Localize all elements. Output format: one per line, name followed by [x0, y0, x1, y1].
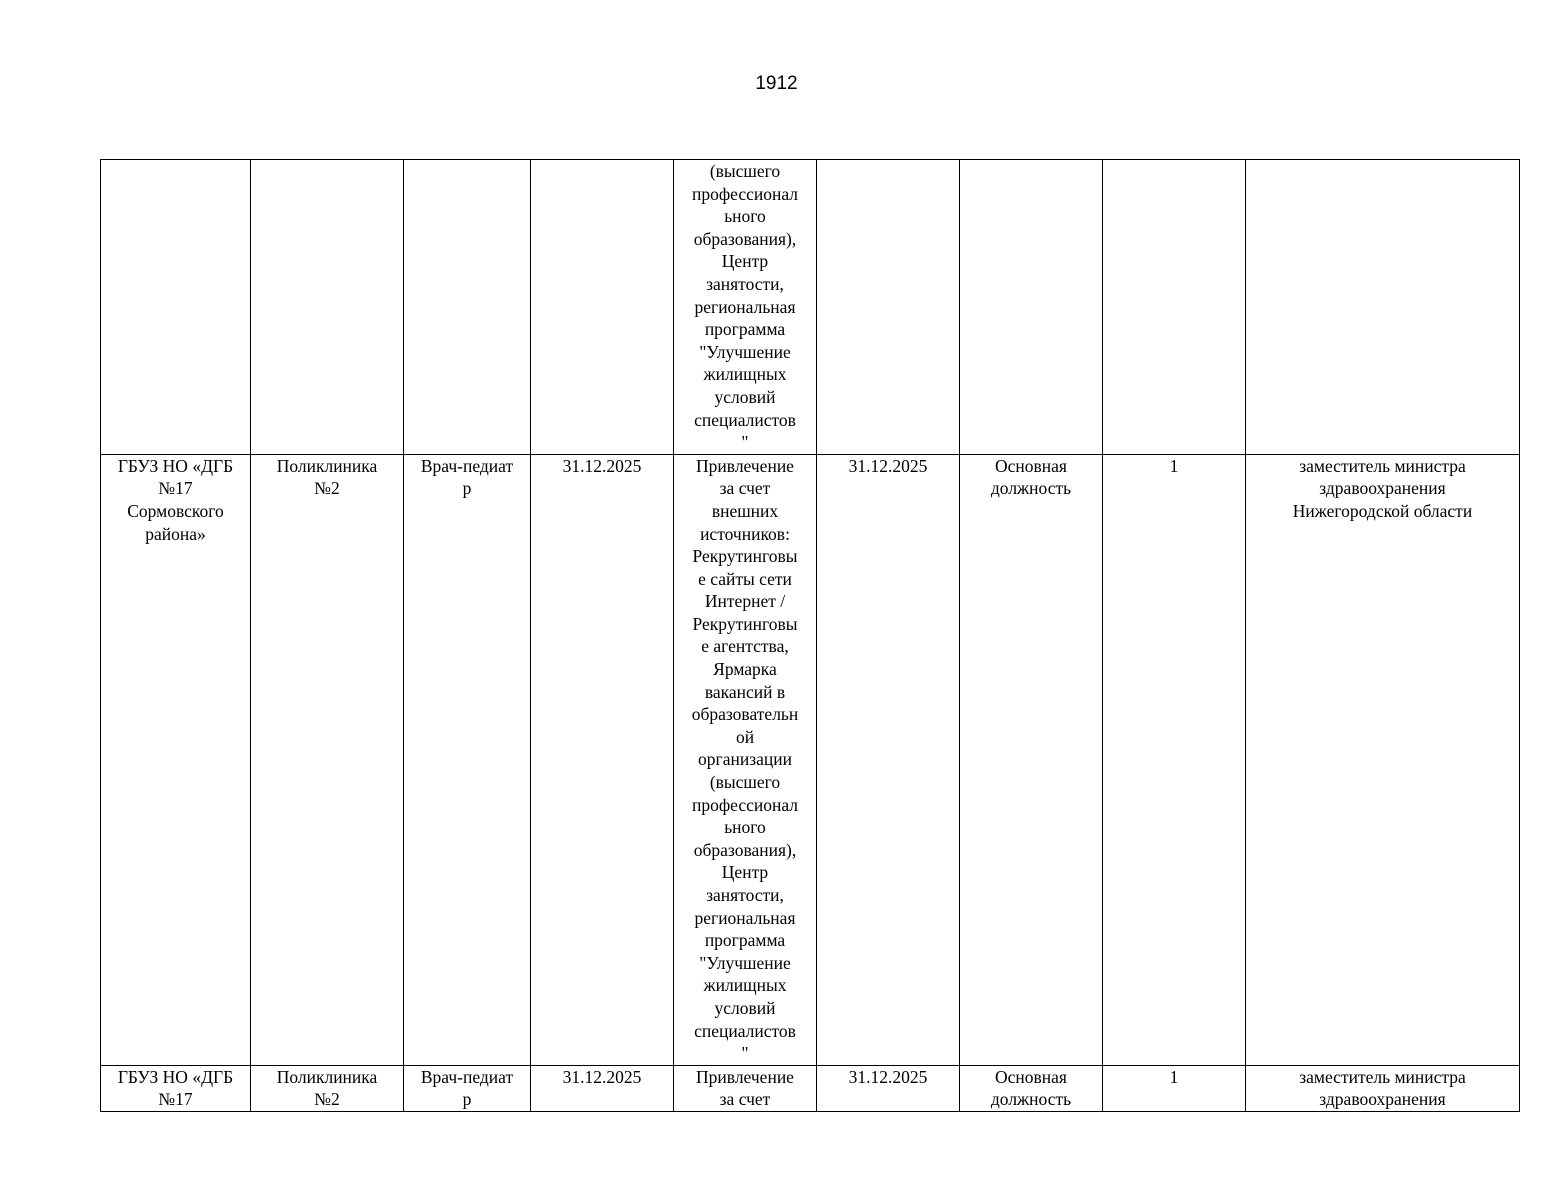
table-cell-organization: [101, 160, 251, 455]
table-cell-count: 1: [1103, 454, 1246, 1065]
table-cell-measures: Привлечение за счет: [674, 1065, 817, 1111]
table-cell-date: 31.12.2025: [531, 1065, 674, 1111]
table-cell-position: [404, 160, 531, 455]
table-cell-department: Поликлиника №2: [251, 454, 404, 1065]
table-cell-deadline: [817, 160, 960, 455]
table-row: [101, 454, 1520, 1065]
table-cell-responsible: [1246, 160, 1520, 455]
table-cell-date: 31.12.2025: [531, 454, 674, 1065]
page-number: 1912: [755, 73, 798, 94]
table-row: [101, 160, 1520, 455]
table-cell-position: Врач-педиат р: [404, 454, 531, 1065]
staffing-table: [100, 159, 1520, 1112]
table-cell-measures: Привлечение за счет внешних источников: Рекрутинговы е сайты сети Интернет / Рекрутинговы е агентства, Ярмарка вакансий в образовательн ой организации (высшего профессионал ьного образования), Центр занятости, региональная программа "Улучшение жилищных условий специалистов ": [674, 454, 817, 1065]
table-cell-count: [1103, 160, 1246, 455]
table-cell-date: [531, 160, 674, 455]
table-cell-measures: (высшего профессионал ьного образования), Центр занятости, региональная программа "Улучшение жилищных условий специалистов ": [674, 160, 817, 455]
table-cell-responsible: заместитель министра здравоохранения Нижегородской области: [1246, 454, 1520, 1065]
table-cell-employment-type: Основная должность: [960, 454, 1103, 1065]
table-cell-position: Врач-педиат р: [404, 1065, 531, 1111]
table-cell-organization: ГБУЗ НО «ДГБ №17: [101, 1065, 251, 1111]
table-cell-department: Поликлиника №2: [251, 1065, 404, 1111]
table-cell-deadline: 31.12.2025: [817, 454, 960, 1065]
table-cell-employment-type: [960, 160, 1103, 455]
table-cell-responsible: заместитель министра здравоохранения: [1246, 1065, 1520, 1111]
table-cell-employment-type: Основная должность: [960, 1065, 1103, 1111]
table-cell-deadline: 31.12.2025: [817, 1065, 960, 1111]
table-row: [101, 1065, 1520, 1111]
table-cell-organization: ГБУЗ НО «ДГБ №17 Сормовского района»: [101, 454, 251, 1065]
table-cell-department: [251, 160, 404, 455]
table-cell-count: 1: [1103, 1065, 1246, 1111]
